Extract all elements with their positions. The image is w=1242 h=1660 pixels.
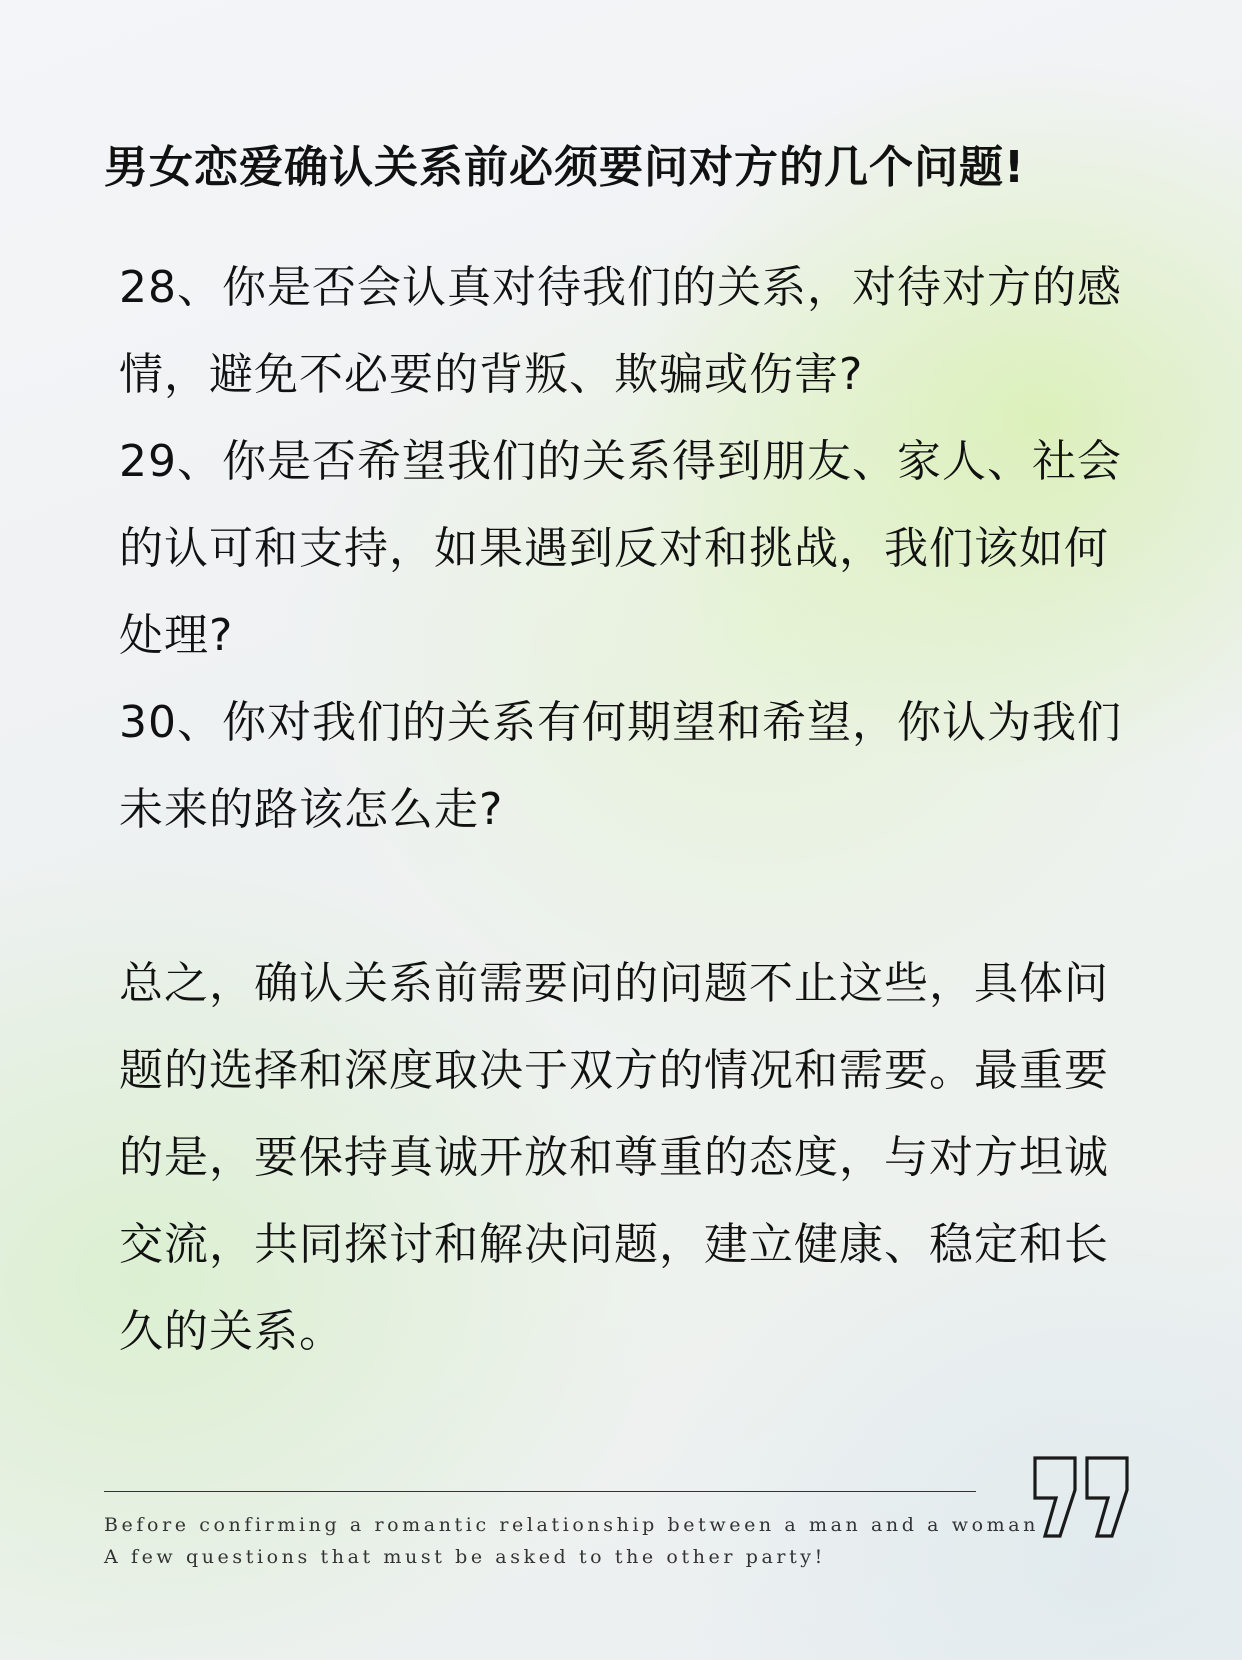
footer-line-1: Before confirming a romantic relationship between a man and a woman xyxy=(104,1514,1040,1536)
footer-english-caption xyxy=(104,1509,1039,1573)
footer-line-2: A few questions that must be asked to the other party! xyxy=(104,1546,826,1568)
page-title: 男女恋爱确认关系前必须要问对方的几个问题! xyxy=(104,142,1026,193)
summary-paragraph: 总之，确认关系前需要问的问题不止这些，具体问题的选择和深度取决于双方的情况和需要。最重要的是，要保持真诚开放和尊重的态度，与对方坦诚交流，共同探讨和解决问题，建立健康、稳定和长久的关系。 xyxy=(119,958,1109,1357)
question-item-30: 30、你对我们的关系有何期望和希望，你认为我们未来的路该怎么走? xyxy=(119,697,1122,835)
question-item-29: 29、你是否希望我们的关系得到朋友、家人、社会的认可和支持，如果遇到反对和挑战，我们该如何处理? xyxy=(119,436,1122,661)
footer-divider xyxy=(104,1491,976,1492)
question-item-28: 28、你是否会认真对待我们的关系，对待对方的感情，避免不必要的背叛、欺骗或伤害? xyxy=(119,262,1122,400)
summary-section xyxy=(119,940,1129,1375)
closing-quote-icon xyxy=(1032,1456,1132,1538)
question-list xyxy=(119,244,1129,853)
